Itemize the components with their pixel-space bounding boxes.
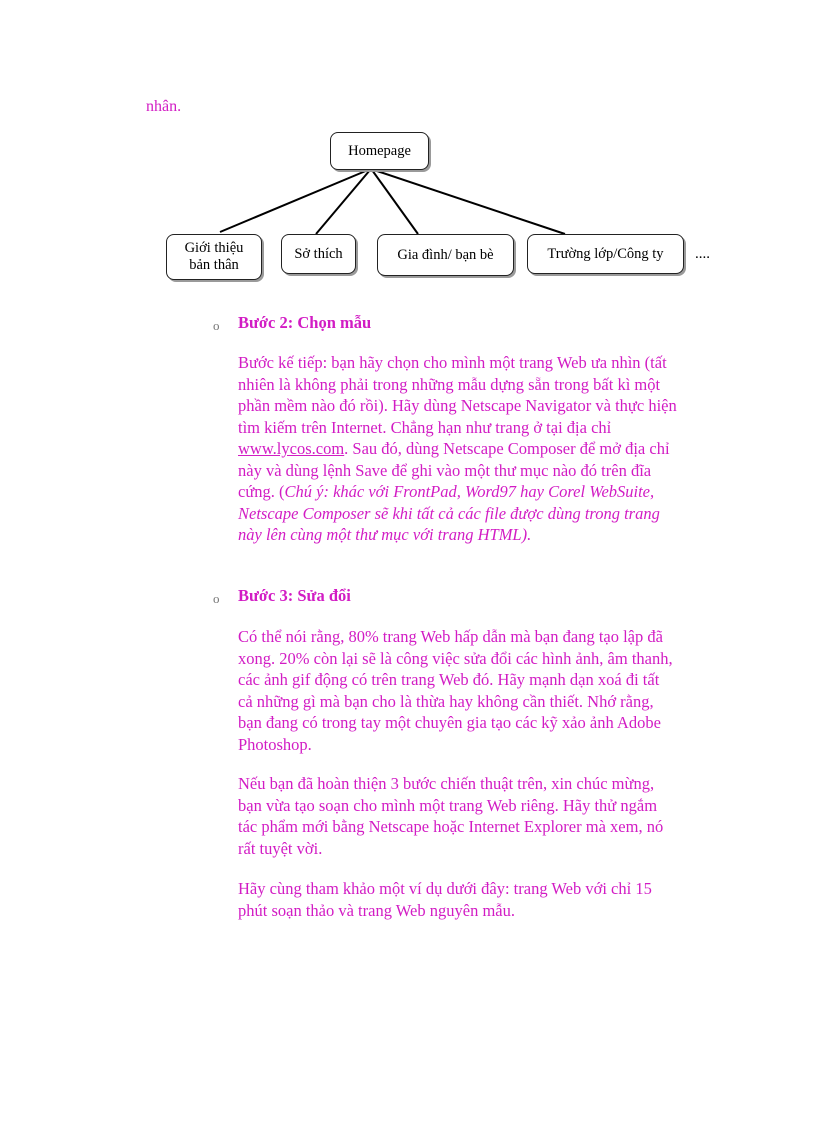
lycos-link[interactable]: www.lycos.com bbox=[238, 439, 345, 458]
diagram-node-child: Gia đình/ bạn bè bbox=[377, 234, 514, 276]
step3-paragraph-1: Có thể nói rằng, 80% trang Web hấp dẫn mà bạn đang tạo lập đã xong. 20% còn lại sẽ là công việc sửa đổi các hình ảnh, âm thanh, các ảnh gif động có trên trang Web đó. Hãy mạnh dạn xoá đi tất cả những gì mà bạn cho là thừa hay không cần thiết. Nhớ rằng, bạn đang có trong tay một chuyên gia tạo các kỹ xảo ảnh Adobe Photoshop. bbox=[238, 627, 673, 754]
diagram-ellipsis: .... bbox=[695, 246, 710, 262]
step3-title: Bước 3: Sửa đổi bbox=[238, 586, 351, 605]
connector-line bbox=[220, 170, 368, 232]
lead-text: nhân. bbox=[146, 98, 182, 115]
step2-note: Chú ý: khác với FrontPad, Word97 hay Corel WebSuite, Netscape Composer sẽ khi tất cả các file được dùng trong trang này lên cùng một thư mục với trang HTML). bbox=[238, 482, 660, 544]
site-structure-diagram bbox=[0, 0, 816, 300]
step2-heading bbox=[238, 313, 678, 333]
diagram-node-root: Homepage bbox=[330, 132, 429, 170]
connector-line bbox=[372, 170, 418, 234]
step2-paragraph bbox=[238, 352, 678, 546]
step3-paragraph-2: Nếu bạn đã hoàn thiện 3 bước chiến thuật trên, xin chúc mừng, bạn vừa tạo soạn cho mình một trang Web riêng. Hãy thử ngắm tác phẩm mới bằng Netscape hoặc Internet Explorer mà xem, nó rất tuyệt vời. bbox=[238, 774, 664, 858]
step3-paragraph-3: Hãy cùng tham khảo một ví dụ dưới đây: trang Web với chỉ 15 phút soạn thảo và trang Web nguyên mẫu. bbox=[238, 879, 652, 920]
list-bullet: o bbox=[213, 318, 220, 333]
diagram-node-child: Sở thích bbox=[281, 234, 356, 274]
step2-text: Bước kế tiếp: bạn hãy chọn cho mình một trang Web ưa nhìn (tất nhiên là không phải trong những mẫu dựng sẵn trong bất kì một phần mềm nào đó rồi). Hãy dùng Netscape Navigator và thực hiện tìm kiếm trên Internet. Chẳng hạn như trang ở tại địa chỉ bbox=[238, 353, 677, 437]
step2-text-after-link: . Sau đó, dùng Netscape Composer để mở địa chỉ này và dùng lệnh Save để ghi vào một thư mục nào đó trên đĩa cứng. ( bbox=[238, 439, 670, 501]
step3-heading bbox=[238, 586, 678, 606]
connector-line bbox=[374, 170, 565, 234]
list-bullet: o bbox=[213, 591, 220, 606]
diagram-node-child: Trường lớp/Công ty bbox=[527, 234, 684, 274]
step2-title: Bước 2: Chọn mẫu bbox=[238, 313, 372, 332]
diagram-node-child: Giới thiệu bản thân bbox=[166, 234, 262, 280]
